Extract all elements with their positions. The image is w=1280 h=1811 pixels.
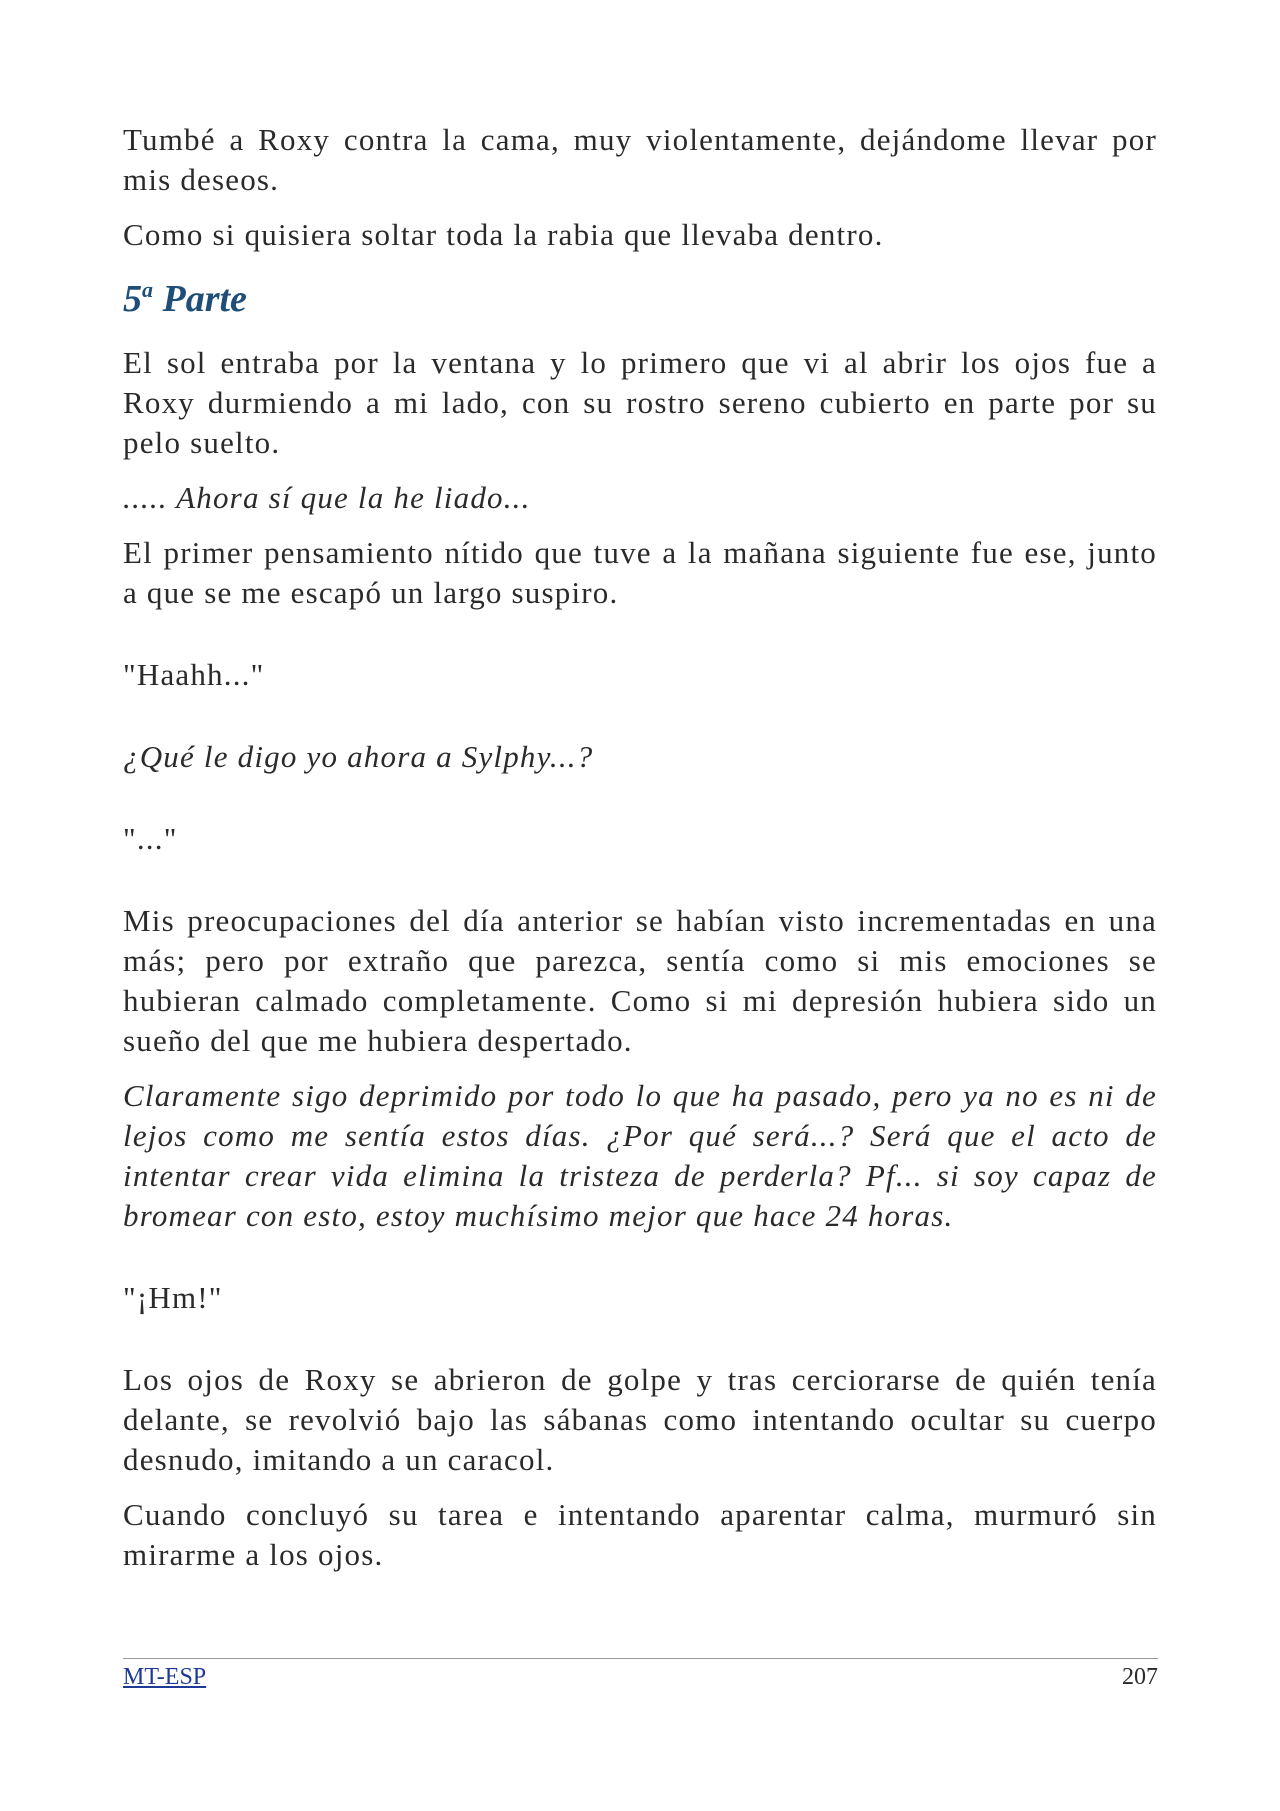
page-body bbox=[123, 120, 1157, 1590]
page-number: 207 bbox=[1122, 1664, 1158, 1690]
thought-paragraph: ¿Qué le digo yo ahora a Sylphy...? bbox=[123, 739, 594, 774]
body-paragraph: Tumbé a Roxy contra la cama, muy violentamente, dejándome llevar por mis deseos. bbox=[123, 122, 1157, 197]
footer-divider bbox=[123, 1658, 1158, 1659]
body-paragraph: Cuando concluyó su tarea e intentando aparentar calma, murmuró sin mirarme a los ojos. bbox=[123, 1497, 1157, 1572]
dialogue-line: "..." bbox=[123, 821, 178, 856]
section-ordinal: a bbox=[142, 277, 153, 302]
footer-link[interactable]: MT-ESP bbox=[123, 1664, 207, 1690]
section-number: 5 bbox=[123, 278, 142, 320]
dialogue-line: "¡Hm!" bbox=[123, 1280, 223, 1315]
body-paragraph: Como si quisiera soltar toda la rabia que llevaba dentro. bbox=[123, 217, 884, 252]
body-paragraph: El sol entraba por la ventana y lo primero que vi al abrir los ojos fue a Roxy durmiendo a mi lado, con su rostro sereno cubierto en parte por su pelo suelto. bbox=[123, 345, 1157, 460]
body-paragraph: Mis preocupaciones del día anterior se habían visto incrementadas en una más; pero por extraño que parezca, sentía como si mis emociones se hubieran calmado completamente. Como si mi depresión hubiera sido un sueño del que me hubiera despertado. bbox=[123, 903, 1157, 1058]
dialogue-line: "Haahh..." bbox=[123, 657, 265, 692]
body-paragraph: El primer pensamiento nítido que tuve a la mañana siguiente fue ese, junto a que se me escapó un largo suspiro. bbox=[123, 535, 1157, 610]
body-paragraph: Los ojos de Roxy se abrieron de golpe y tras cerciorarse de quién tenía delante, se revolvió bajo las sábanas como intentando ocultar su cuerpo desnudo, imitando a un caracol. bbox=[123, 1362, 1157, 1477]
thought-paragraph: Claramente sigo deprimido por todo lo que ha pasado, pero ya no es ni de lejos como me sentía estos días. ¿Por qué será...? Será que el acto de intentar crear vida elimina la tristeza de perderla? Pf... si soy capaz de bromear con esto, estoy muchísimo mejor que hace 24 horas. bbox=[123, 1078, 1157, 1233]
section-heading bbox=[123, 275, 1157, 323]
section-title: Parte bbox=[162, 278, 247, 320]
thought-paragraph: ..... Ahora sí que la he liado... bbox=[123, 480, 531, 515]
